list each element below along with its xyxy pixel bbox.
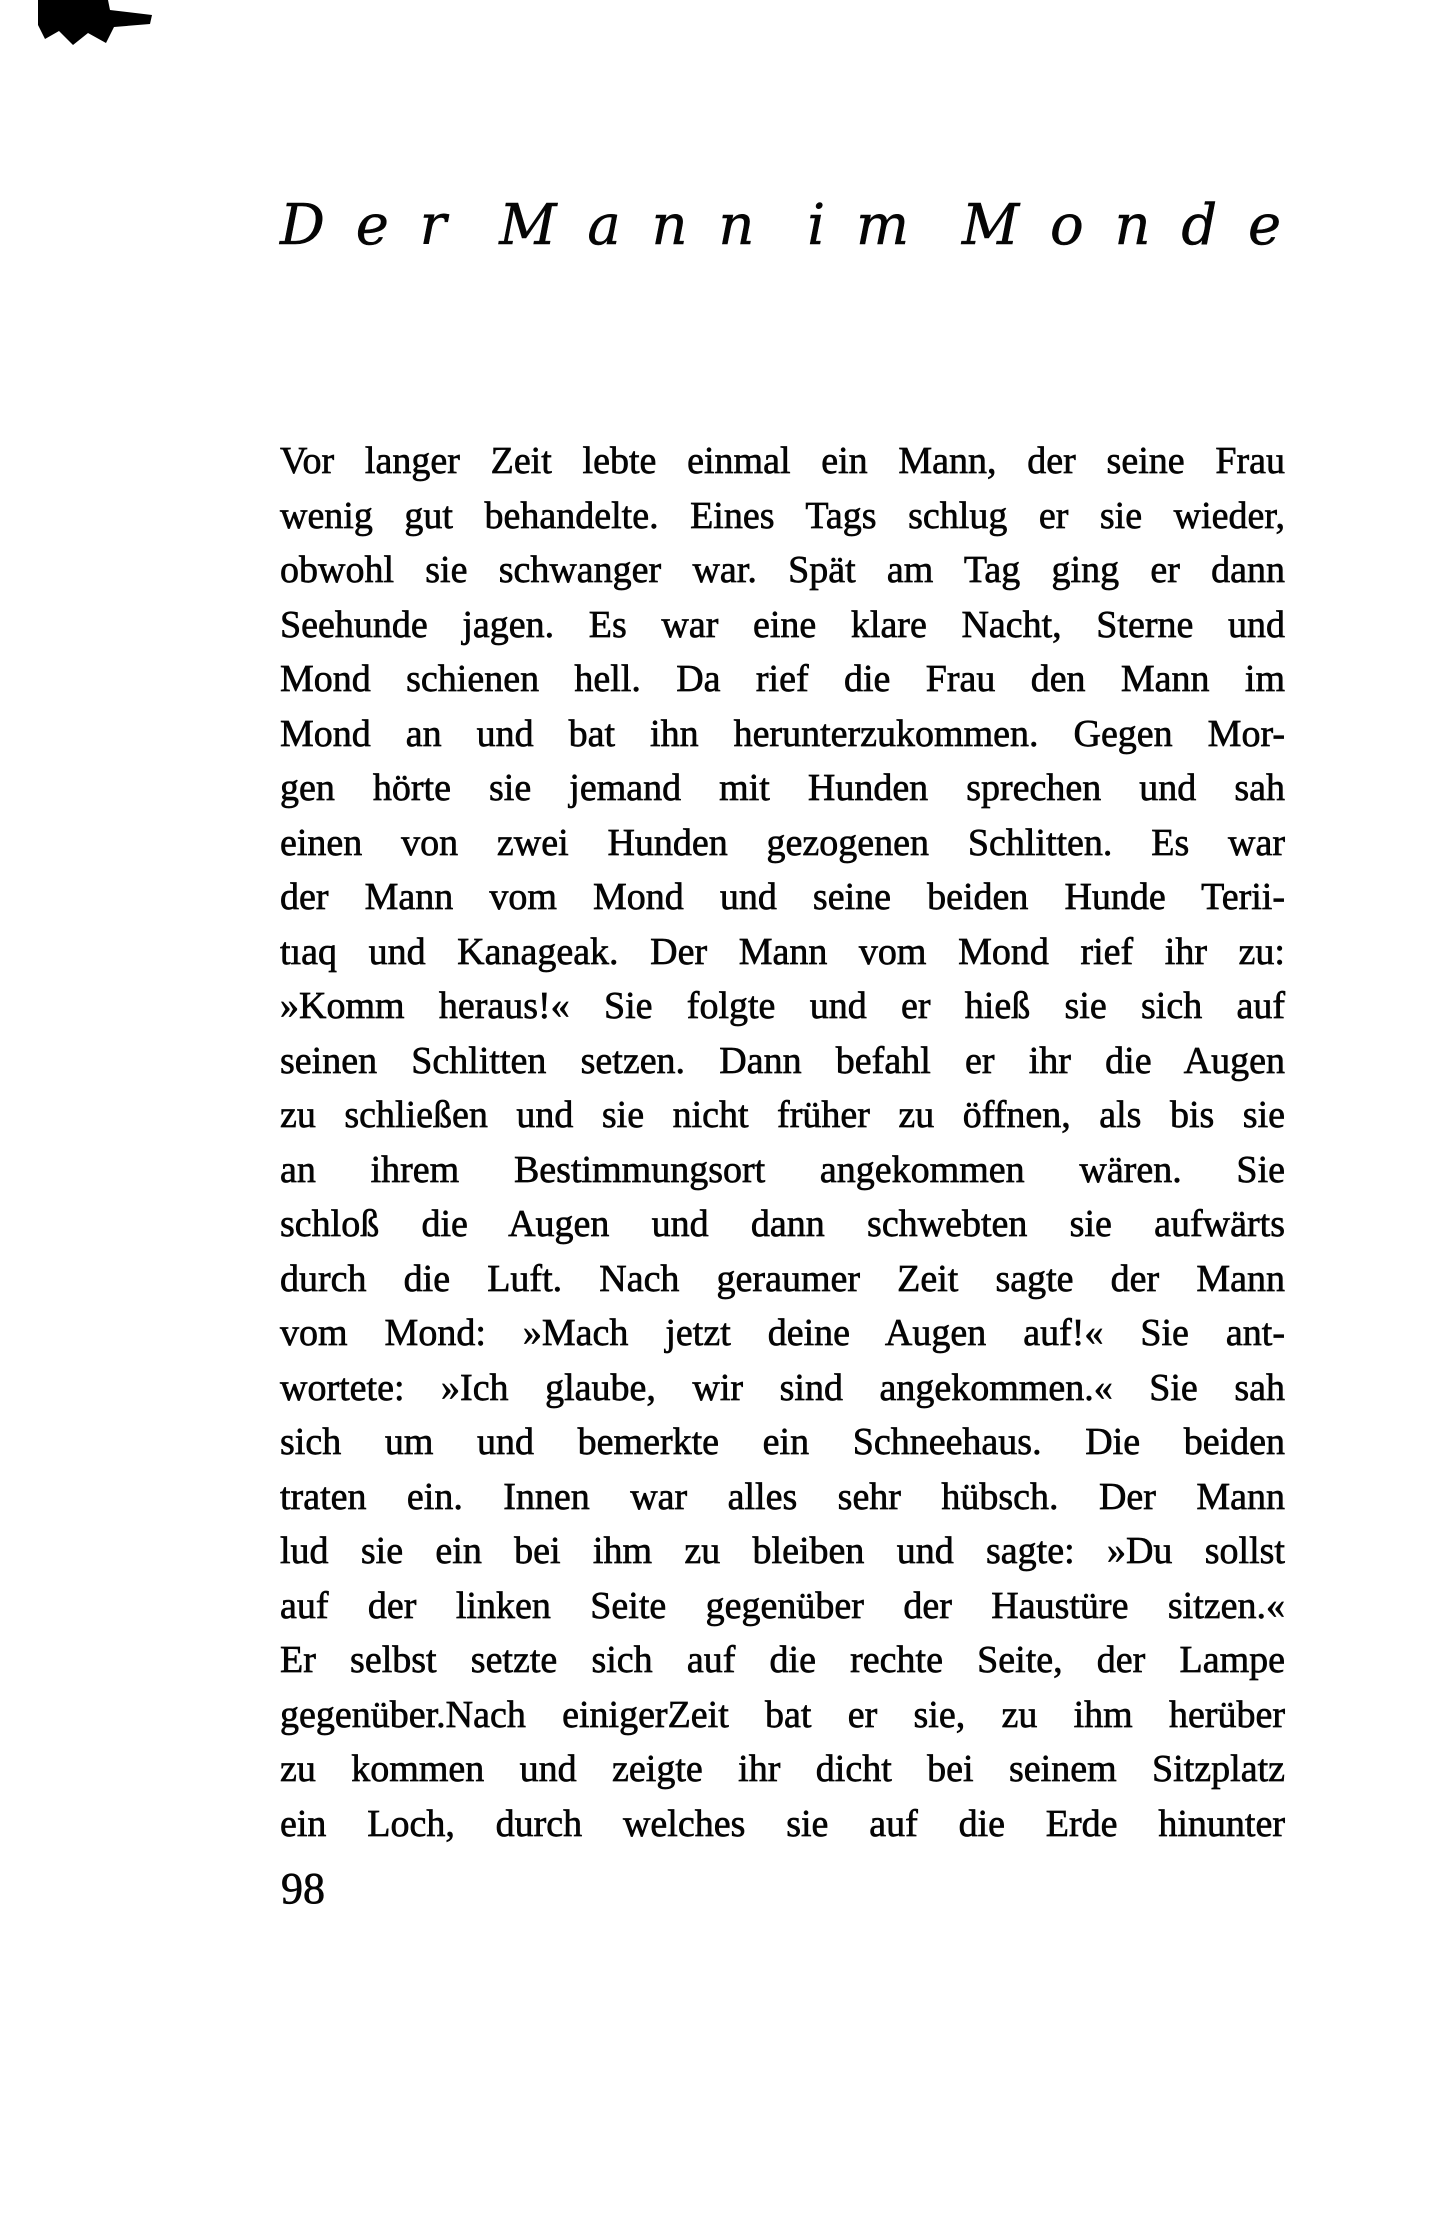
page-title bbox=[280, 193, 1312, 258]
text-line: Seehunde jagen. Es war eine klare Nacht, Sterne und bbox=[280, 603, 1285, 646]
text-line: Mond an und bat ihn herunterzukommen. Gegen Mor- bbox=[280, 712, 1285, 755]
text-line: lud sie ein bei ihm zu bleiben und sagte: »Du sollst bbox=[280, 1530, 1285, 1572]
text-line: gen hörte sie jemand mit Hunden sprechen und sah bbox=[280, 767, 1285, 809]
text-line: Vor langer Zeit lebte einmal ein Mann, der seine Frau bbox=[280, 440, 1285, 482]
title-word: im bbox=[807, 193, 940, 258]
title-word: Mann bbox=[499, 193, 786, 258]
title-word: Der bbox=[280, 193, 478, 258]
text-line: vom Mond: »Mach jetzt deine Augen auf!« Sie ant- bbox=[280, 1312, 1285, 1354]
text-line: durch die Luft. Nach geraumer Zeit sagte der Mann bbox=[280, 1257, 1285, 1300]
text-line: gegenüber.Nach einigerZeit bat er sie, zu ihm herüber bbox=[280, 1693, 1285, 1736]
text-line: seinen Schlitten setzen. Dann befahl er ihr die Augen bbox=[280, 1039, 1285, 1082]
text-line: »Komm heraus!« Sie folgte und er hieß sie sich auf bbox=[280, 985, 1285, 1027]
ink-blot-artifact bbox=[38, 0, 158, 48]
text-line: zu schließen und sie nicht früher zu öffnen, als bis sie bbox=[280, 1094, 1285, 1136]
text-line: traten ein. Innen war alles sehr hübsch. Der Mann bbox=[280, 1475, 1285, 1518]
text-line: zu kommen und zeigte ihr dicht bei seinem Sitzplatz bbox=[280, 1748, 1285, 1790]
title-word: Monde bbox=[961, 193, 1312, 258]
text-line: auf der linken Seite gegenüber der Haustüre sitzen.« bbox=[280, 1584, 1285, 1627]
text-line: tıaq und Kanageak. Der Mann vom Mond rief ihr zu: bbox=[280, 930, 1285, 973]
text-line: sich um und bemerkte ein Schneehaus. Die beiden bbox=[280, 1421, 1285, 1463]
text-line: wortete: »Ich glaube, wir sind angekommen.« Sie sah bbox=[280, 1366, 1285, 1409]
text-line: wenig gut behandelte. Eines Tags schlug er sie wieder, bbox=[280, 494, 1285, 537]
text-line: an ihrem Bestimmungsort angekommen wären. Sie bbox=[280, 1148, 1285, 1191]
text-line: einen von zwei Hunden gezogenen Schlitten. Es war bbox=[280, 821, 1285, 864]
text-line: schloß die Augen und dann schwebten sie aufwärts bbox=[280, 1203, 1285, 1245]
page-number: 98 bbox=[281, 1864, 325, 1913]
text-line: Mond schienen hell. Da rief die Frau den Mann im bbox=[280, 658, 1285, 700]
text-line: ein Loch, durch welches sie auf die Erde hinunter bbox=[280, 1802, 1285, 1845]
text-line: der Mann vom Mond und seine beiden Hunde Terii- bbox=[280, 876, 1285, 918]
text-line: Er selbst setzte sich auf die rechte Seite, der Lampe bbox=[280, 1639, 1285, 1681]
body-text bbox=[280, 434, 1285, 1851]
text-line: obwohl sie schwanger war. Spät am Tag ging er dann bbox=[280, 549, 1285, 591]
